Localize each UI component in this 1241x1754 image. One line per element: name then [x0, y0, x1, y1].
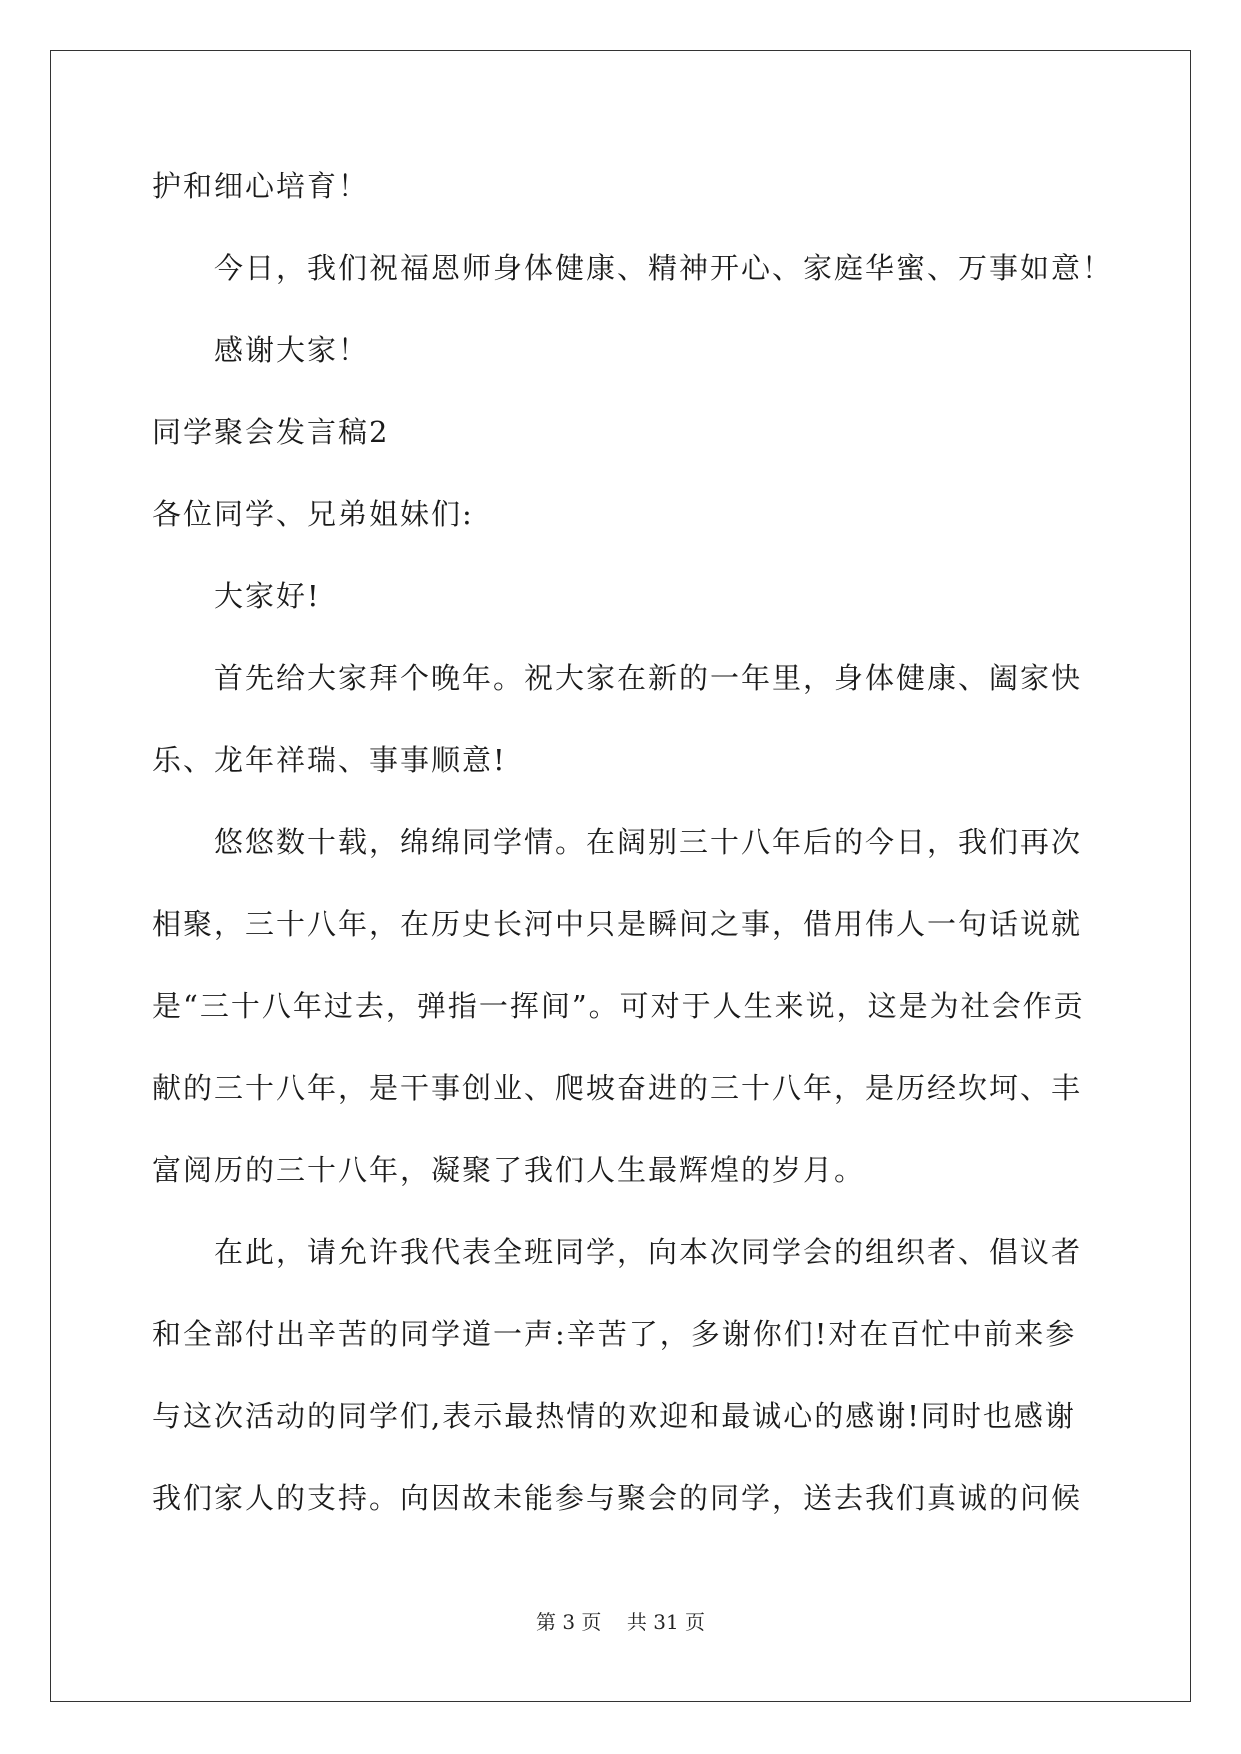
text-line: 感谢大家！ [214, 333, 370, 367]
text-line: 富阅历的三十八年，凝聚了我们人生最辉煌的岁月。 [152, 1153, 866, 1187]
text-line: 和全部付出辛苦的同学道一声:辛苦了，多谢你们!对在百忙中前来参 [152, 1317, 1077, 1351]
section-title: 同学聚会发言稿2 [152, 415, 390, 449]
text-line: 乐、龙年祥瑞、事事顺意! [152, 743, 507, 777]
page-number: 第 3 页 [535, 1610, 602, 1634]
page-footer [0, 1608, 1241, 1636]
text-line: 护和细心培育！ [152, 169, 370, 203]
text-line: 在此，请允许我代表全班同学，向本次同学会的组织者、倡议者 [214, 1235, 1083, 1269]
salutation: 各位同学、兄弟姐妹们: [152, 497, 474, 531]
text-line: 首先给大家拜个晚年。祝大家在新的一年里，身体健康、阖家快 [214, 661, 1083, 695]
text-line: 相聚，三十八年，在历史长河中只是瞬间之事，借用伟人一句话说就 [152, 907, 1083, 941]
document-body [152, 160, 1114, 1554]
text-line: 大家好! [214, 579, 321, 613]
text-line: 献的三十八年，是干事创业、爬坡奋进的三十八年，是历经坎坷、丰 [152, 1071, 1083, 1105]
text-line: 我们家人的支持。向因故未能参与聚会的同学，送去我们真诚的问候 [152, 1481, 1083, 1515]
text-line: 是“三十八年过去，弹指一挥间”。可对于人生来说，这是为社会作贡 [152, 989, 1085, 1023]
page-total: 共 31 页 [626, 1610, 706, 1634]
text-line: 与这次活动的同学们,表示最热情的欢迎和最诚心的感谢!同时也感谢 [152, 1399, 1076, 1433]
text-line: 悠悠数十载，绵绵同学情。在阔别三十八年后的今日，我们再次 [214, 825, 1083, 859]
text-line: 今日，我们祝福恩师身体健康、精神开心、家庭华蜜、万事如意！ [214, 251, 1114, 285]
